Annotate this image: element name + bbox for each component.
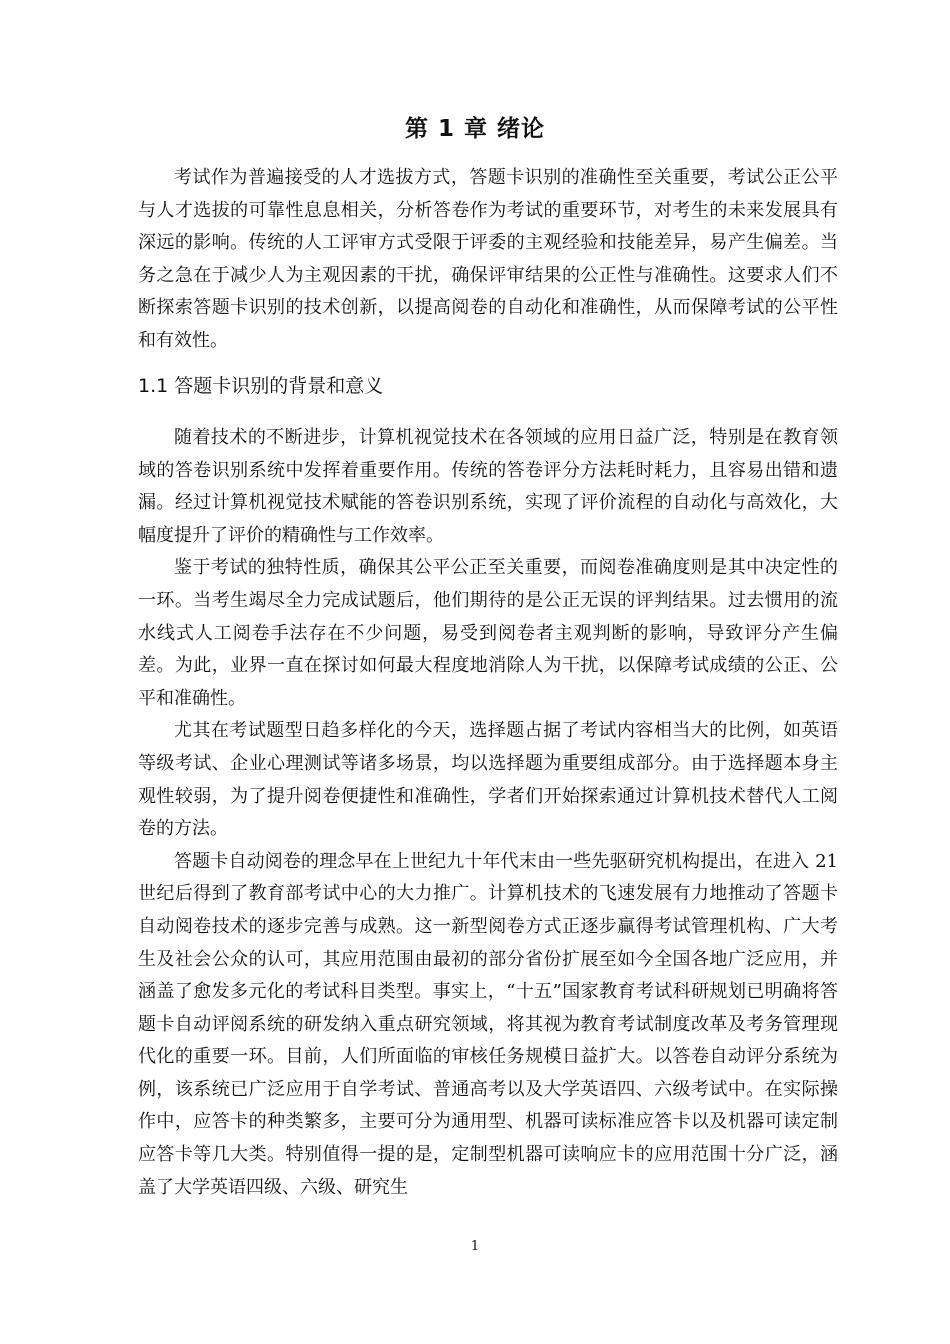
body-paragraph: 尤其在考试题型日趋多样化的今天，选择题占据了考试内容相当大的比例，如英语等级考试、企业心理测试等诸多场景，均以选择题为重要组成部分。由于选择题本身主观性较弱，为了提升阅卷便捷性和准确性，学者们开始探索通过计算机技术替代人工阅卷的方法。 bbox=[138, 720, 838, 840]
chapter-title: 第 1 章 绪论 bbox=[404, 116, 546, 142]
body-paragraph: 随着技术的不断进步，计算机视觉技术在各领域的应用日益广泛，特别是在教育领域的答卷识别系统中发挥着重要作用。传统的答卷评分方法耗时耗力，且容易出错和遗漏。经过计算机视觉技术赋能的答卷识别系统，实现了评价流程的自动化与高效化，大幅度提升了评价的精确性与工作效率。 bbox=[138, 427, 838, 546]
intro-paragraph: 考试作为普遍接受的人才选拔方式，答题卡识别的准确性至关重要，考试公正公平与人才选拔的可靠性息息相关，分析答卷作为考试的重要环节，对考生的未来发展具有深远的影响。传统的人工评审方式受限于评委的主观经验和技能差异，易产生偏差。当务之急在于减少人为主观因素的干扰，确保评审结果的公正性与准确性。这要求人们不断探索答题卡识别的技术创新，以提高阅卷的自动化和准确性，从而保障考试的公平性和有效性。 bbox=[138, 167, 838, 351]
intro-section bbox=[138, 162, 838, 358]
page-number: 1 bbox=[470, 1239, 480, 1254]
body-paragraph: 鉴于考试的独特性质，确保其公平公正至关重要，而阅卷准确度则是其中决定性的一环。当考生竭尽全力完成试题后，他们期待的是公正无误的评判结果。过去惯用的流水线式人工阅卷手法存在不少问题，易受到阅卷者主观判断的影响，导致评分产生偏差。为此，业界一直在探讨如何最大程度地消除人为干扰，以保障考试成绩的公正、公平和准确性。 bbox=[138, 557, 838, 709]
section-body bbox=[138, 422, 838, 1204]
body-paragraph: 答题卡自动阅卷的理念早在上世纪九十年代末由一些先驱研究机构提出，在进入 21 世纪后得到了教育部考试中心的大力推广。计算机技术的飞速发展有力地推动了答题卡自动阅卷技术的逐步完善与成熟。这一新型阅卷方式正逐步赢得考试管理机构、广大考生及社会公众的认可，其应用范围由最初的部分省份扩展至如今全国各地广泛应用，并涵盖了愈发多元化的考试科目类型。事实上，“十五”国家教育考试科研规划已明确将答题卡自动评阅系统的研发纳入重点研究领域，将其视为教育考试制度改革及考务管理现代化的重要一环。目前，人们所面临的审核任务规模日益扩大。以答卷自动评分系统为例，该系统已广泛应用于自学考试、普通高考以及大学英语四、六级考试中。在实际操作中，应答卡的种类繁多，主要可分为通用型、机器可读标准应答卡以及机器可读定制应答卡等几大类。特别值得一提的是，定制型机器可读响应卡的应用范围十分广泛，涵盖了大学英语四级、六级、研究生 bbox=[138, 850, 838, 1198]
section-heading: 1.1 答题卡识别的背景和意义 bbox=[138, 375, 384, 397]
